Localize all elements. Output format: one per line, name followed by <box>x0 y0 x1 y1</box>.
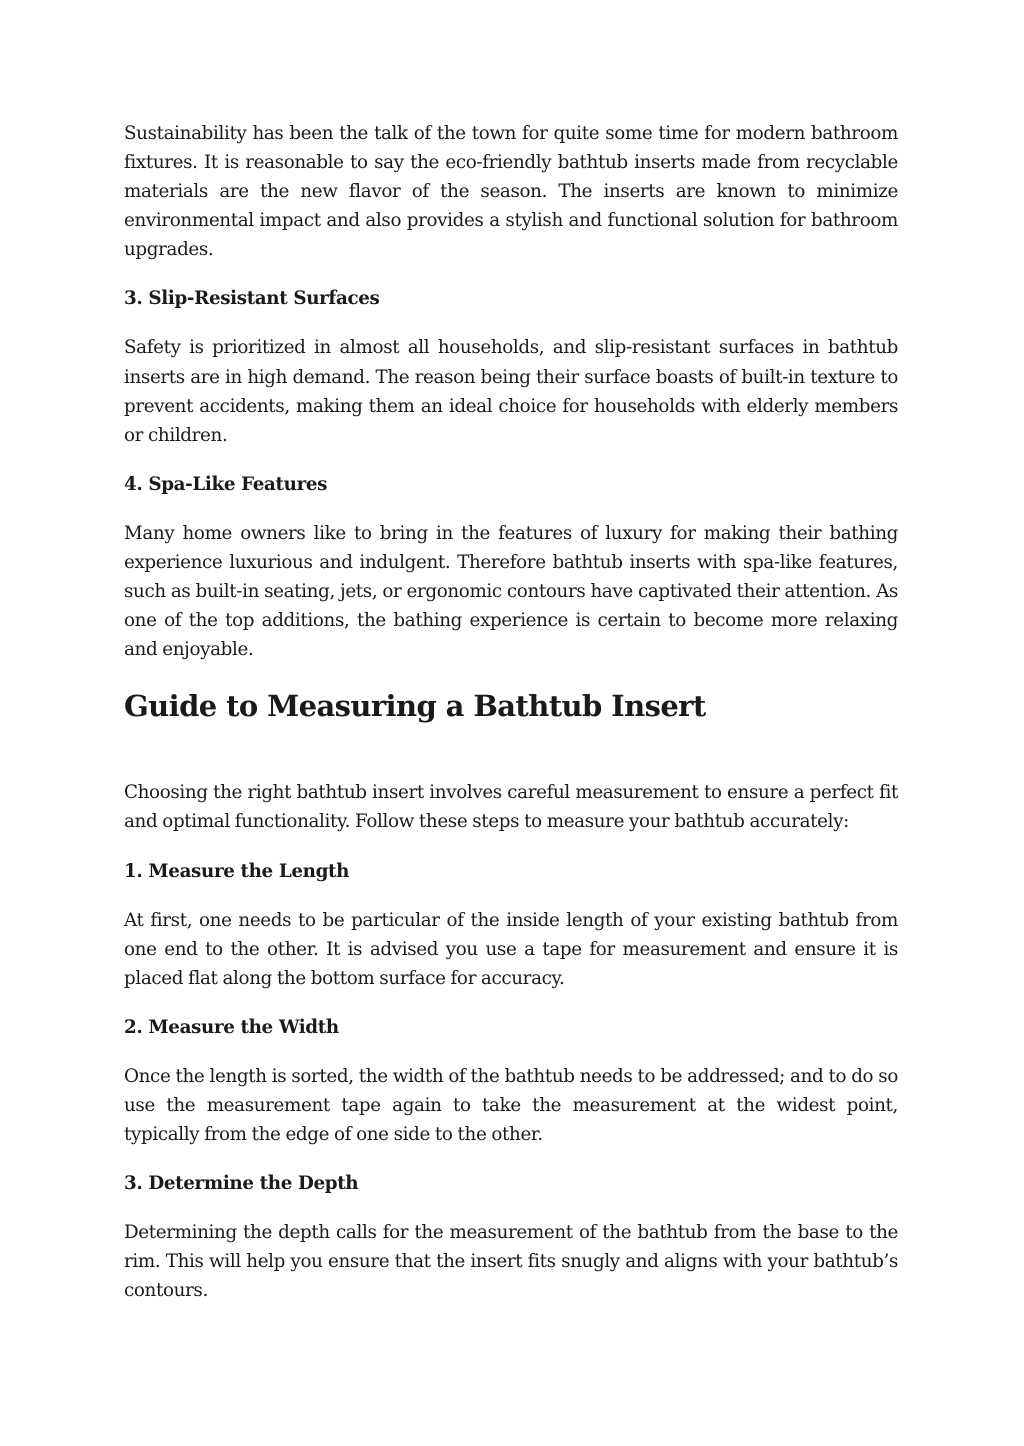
step-length-title: 1. Measure the Length <box>124 860 350 882</box>
step-width-title: 2. Measure the Width <box>124 1016 339 1038</box>
guide-intro: Choosing the right bathtub insert involves careful measurement to ensure a perfect fit and optimal functionality. Follow these steps to measure your bathtub accurately: <box>124 782 898 833</box>
step-depth-title: 3. Determine the Depth <box>124 1173 359 1195</box>
step-width-body: Once the length is sorted, the width of the bathtub needs to be addressed; and to do so use the measurement tape again to take the measurement at the widest point, typically from the edge of one side to the other. <box>124 1065 898 1145</box>
spa-like-title: 4. Spa-Like Features <box>124 473 328 495</box>
slip-resistant-body: Safety is prioritized in almost all households, and slip-resistant surfaces in bathtub inserts are in high demand. The reason being their surface boasts of built-in texture to prevent accidents, making them an ideal choice for households with elderly members or children. <box>124 337 898 446</box>
step-depth-body: Determining the depth calls for the measurement of the bathtub from the base to the rim. This will help you ensure that the insert fits snugly and aligns with your bathtub’s contours. <box>124 1222 898 1302</box>
guide-heading: Guide to Measuring a Bathtub Insert <box>124 689 706 724</box>
slip-resistant-title: 3. Slip-Resistant Surfaces <box>124 288 380 310</box>
step-length-body: At first, one needs to be particular of the inside length of your existing bathtub from one end to the other. It is advised you use a tape for measurement and ensure it is placed flat along the bottom surface for accuracy. <box>124 909 898 989</box>
document-page <box>124 119 898 1305</box>
intro-paragraph: Sustainability has been the talk of the town for quite some time for modern bathroom fixtures. It is reasonable to say the eco-friendly bathtub inserts made from recyclable materials are the new flavor of the season. The inserts are known to minimize environmental impact and also provides a stylish and functional solution for bathroom upgrades. <box>124 123 898 261</box>
spa-like-body: Many home owners like to bring in the features of luxury for making their bathing experience luxurious and indulgent. Therefore bathtub inserts with spa-like features, such as built-in seating, jets, or ergonomic contours have captivated their attention. As one of the top additions, the bathing experience is certain to become more relaxing and enjoyable. <box>124 522 898 661</box>
